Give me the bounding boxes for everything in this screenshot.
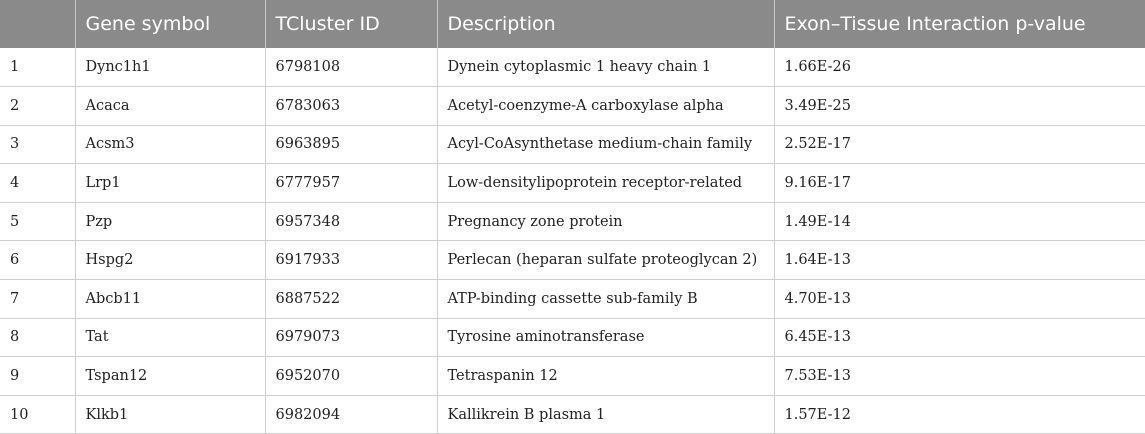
- header-description: Description: [437, 0, 774, 48]
- cell-index: 8: [0, 318, 75, 357]
- cell-gene-symbol: Lrp1: [75, 164, 265, 203]
- cell-tcluster-id: 6887522: [265, 280, 437, 319]
- header-tcluster-id: TCluster ID: [265, 0, 437, 48]
- cell-index: 9: [0, 357, 75, 396]
- table-row: [0, 280, 1145, 319]
- cell-gene-symbol: Dync1h1: [75, 48, 265, 87]
- cell-gene-symbol: Abcb11: [75, 280, 265, 319]
- cell-description: Pregnancy zone protein: [437, 202, 774, 241]
- cell-index: 4: [0, 164, 75, 203]
- cell-description: Low-densitylipoprotein receptor-related: [437, 164, 774, 203]
- cell-pvalue: 6.45E-13: [774, 318, 1145, 357]
- table-header: [0, 0, 1145, 48]
- table-row: [0, 318, 1145, 357]
- cell-pvalue: 9.16E-17: [774, 164, 1145, 203]
- cell-tcluster-id: 6777957: [265, 164, 437, 203]
- cell-pvalue: 4.70E-13: [774, 280, 1145, 319]
- cell-tcluster-id: 6963895: [265, 125, 437, 164]
- table-row: [0, 357, 1145, 396]
- cell-tcluster-id: 6917933: [265, 241, 437, 280]
- table-row: [0, 48, 1145, 87]
- table-row: [0, 164, 1145, 203]
- cell-index: 6: [0, 241, 75, 280]
- cell-index: 5: [0, 202, 75, 241]
- cell-pvalue: 1.49E-14: [774, 202, 1145, 241]
- cell-gene-symbol: Tat: [75, 318, 265, 357]
- table-row: [0, 202, 1145, 241]
- cell-index: 7: [0, 280, 75, 319]
- cell-pvalue: 3.49E-25: [774, 87, 1145, 126]
- cell-pvalue: 2.52E-17: [774, 125, 1145, 164]
- table-row: [0, 241, 1145, 280]
- cell-description: ATP-binding cassette sub-family B: [437, 280, 774, 319]
- cell-pvalue: 1.57E-12: [774, 395, 1145, 434]
- cell-tcluster-id: 6952070: [265, 357, 437, 396]
- cell-tcluster-id: 6798108: [265, 48, 437, 87]
- table-body: [0, 48, 1145, 434]
- cell-description: Dynein cytoplasmic 1 heavy chain 1: [437, 48, 774, 87]
- cell-gene-symbol: Klkb1: [75, 395, 265, 434]
- header-pvalue: Exon–Tissue Interaction p-value: [774, 0, 1145, 48]
- cell-gene-symbol: Hspg2: [75, 241, 265, 280]
- cell-description: Kallikrein B plasma 1: [437, 395, 774, 434]
- cell-pvalue: 1.64E-13: [774, 241, 1145, 280]
- cell-tcluster-id: 6979073: [265, 318, 437, 357]
- header-index: [0, 0, 75, 48]
- cell-tcluster-id: 6783063: [265, 87, 437, 126]
- cell-description: Acyl-CoAsynthetase medium-chain family: [437, 125, 774, 164]
- cell-tcluster-id: 6982094: [265, 395, 437, 434]
- header-row: [0, 0, 1145, 48]
- cell-tcluster-id: 6957348: [265, 202, 437, 241]
- cell-index: 3: [0, 125, 75, 164]
- cell-description: Tetraspanin 12: [437, 357, 774, 396]
- table-row: [0, 125, 1145, 164]
- cell-pvalue: 7.53E-13: [774, 357, 1145, 396]
- cell-index: 10: [0, 395, 75, 434]
- cell-gene-symbol: Acaca: [75, 87, 265, 126]
- cell-index: 1: [0, 48, 75, 87]
- table-row: [0, 87, 1145, 126]
- cell-index: 2: [0, 87, 75, 126]
- cell-description: Acetyl-coenzyme-A carboxylase alpha: [437, 87, 774, 126]
- cell-pvalue: 1.66E-26: [774, 48, 1145, 87]
- header-gene-symbol: Gene symbol: [75, 0, 265, 48]
- cell-description: Perlecan (heparan sulfate proteoglycan 2): [437, 241, 774, 280]
- cell-gene-symbol: Tspan12: [75, 357, 265, 396]
- table-row: [0, 395, 1145, 434]
- cell-gene-symbol: Acsm3: [75, 125, 265, 164]
- cell-description: Tyrosine aminotransferase: [437, 318, 774, 357]
- cell-gene-symbol: Pzp: [75, 202, 265, 241]
